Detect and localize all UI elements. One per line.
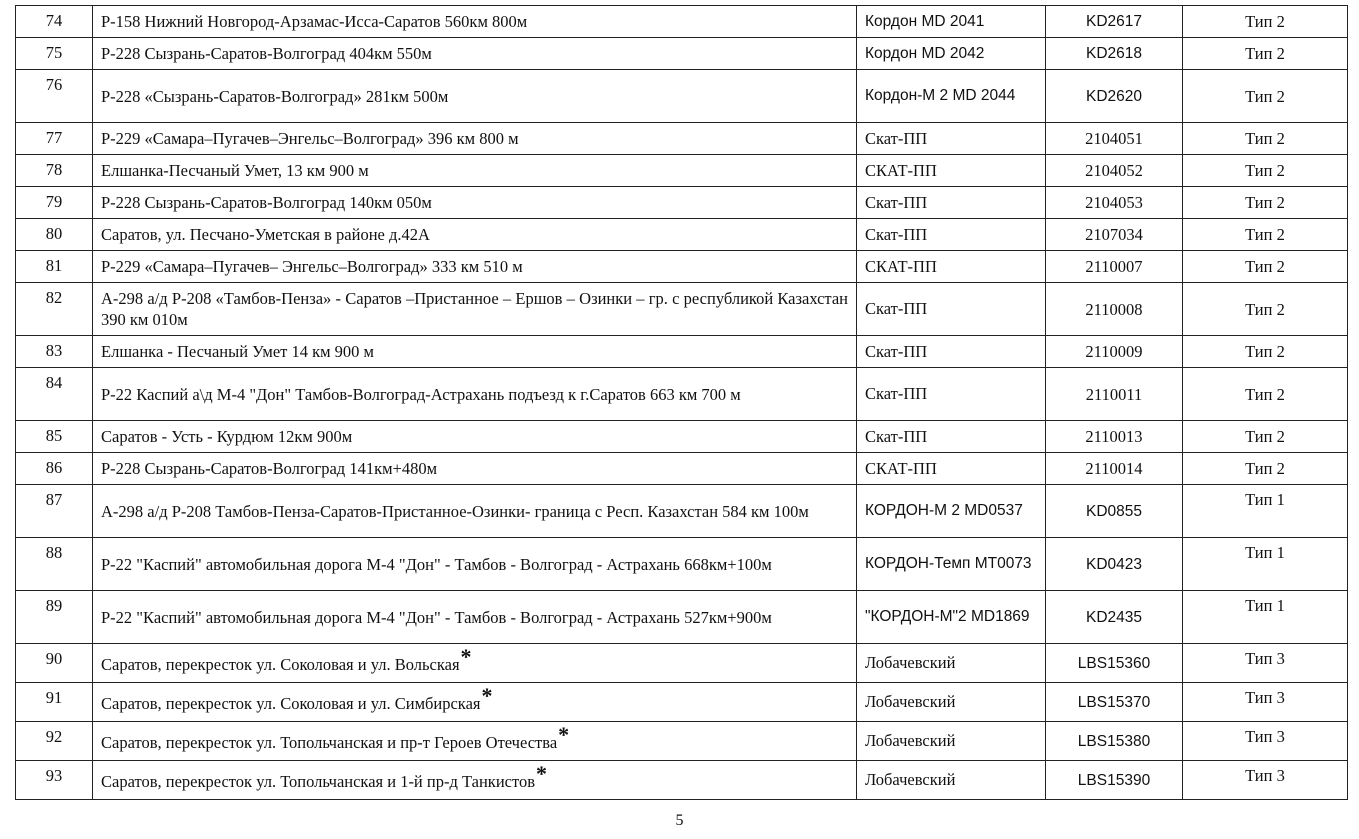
- serial-cell: 2104053: [1046, 187, 1183, 219]
- location-cell: Р-228 Сызрань-Саратов-Волгоград 404км 550м: [93, 38, 857, 70]
- row-number: 88: [16, 538, 93, 591]
- type-cell: Тип 2: [1183, 421, 1348, 453]
- type-cell: Тип 3: [1183, 644, 1348, 683]
- row-number: 81: [16, 251, 93, 283]
- row-number: 93: [16, 761, 93, 800]
- row-number: 83: [16, 336, 93, 368]
- row-number: 80: [16, 219, 93, 251]
- device-cell: Кордон MD 2042: [857, 38, 1046, 70]
- serial-cell: LBS15390: [1046, 761, 1183, 800]
- table-row: [16, 722, 1348, 761]
- table-row: [16, 283, 1348, 336]
- table-row: [16, 644, 1348, 683]
- location-cell: Елшанка-Песчаный Умет, 13 км 900 м: [93, 155, 857, 187]
- device-cell: Лобачевский: [857, 683, 1046, 722]
- type-cell: Тип 1: [1183, 538, 1348, 591]
- page-number: 5: [675, 812, 684, 829]
- type-cell: Тип 1: [1183, 485, 1348, 538]
- serial-cell: KD2620: [1046, 70, 1183, 123]
- location-cell: Р-22 Каспий а\д М-4 "Дон" Тамбов-Волгоград-Астрахань подъезд к г.Саратов 663 км 700 м: [93, 368, 857, 421]
- serial-cell: KD2618: [1046, 38, 1183, 70]
- type-cell: Тип 2: [1183, 219, 1348, 251]
- table-row: [16, 187, 1348, 219]
- type-cell: Тип 2: [1183, 453, 1348, 485]
- row-number: 74: [16, 6, 93, 38]
- device-cell: Скат-ПП: [857, 187, 1046, 219]
- row-number: 82: [16, 283, 93, 336]
- type-cell: Тип 2: [1183, 283, 1348, 336]
- table-row: [16, 368, 1348, 421]
- serial-cell: 2107034: [1046, 219, 1183, 251]
- table-row: [16, 761, 1348, 800]
- location-cell: [93, 644, 857, 683]
- location-cell: Р-22 "Каспий" автомобильная дорога М-4 "Дон" - Тамбов - Волгоград - Астрахань 668км+100м: [93, 538, 857, 591]
- device-cell: Скат-ПП: [857, 368, 1046, 421]
- table-row: [16, 6, 1348, 38]
- type-cell: Тип 2: [1183, 6, 1348, 38]
- table-row: [16, 538, 1348, 591]
- device-cell: Лобачевский: [857, 644, 1046, 683]
- row-number: 87: [16, 485, 93, 538]
- table-row: [16, 591, 1348, 644]
- location-cell: Р-229 «Самара–Пугачев–Энгельс–Волгоград» 396 км 800 м: [93, 123, 857, 155]
- type-cell: Тип 2: [1183, 70, 1348, 123]
- location-cell: Р-229 «Самара–Пугачев– Энгельс–Волгоград» 333 км 510 м: [93, 251, 857, 283]
- table-row: [16, 70, 1348, 123]
- serial-cell: 2104052: [1046, 155, 1183, 187]
- location-cell: [93, 722, 857, 761]
- type-cell: Тип 3: [1183, 761, 1348, 800]
- device-cell: Скат-ПП: [857, 219, 1046, 251]
- row-number: 79: [16, 187, 93, 219]
- type-cell: Тип 2: [1183, 336, 1348, 368]
- row-number: 84: [16, 368, 93, 421]
- serial-cell: LBS15370: [1046, 683, 1183, 722]
- row-number: 77: [16, 123, 93, 155]
- type-cell: Тип 2: [1183, 187, 1348, 219]
- location-text: Саратов, перекресток ул. Соколовая и ул. Вольская: [101, 654, 460, 674]
- device-cell: СКАТ-ПП: [857, 453, 1046, 485]
- footnote-asterisk: *: [481, 682, 493, 708]
- table-row: [16, 251, 1348, 283]
- serial-cell: 2104051: [1046, 123, 1183, 155]
- footnote-asterisk: *: [460, 643, 472, 669]
- serial-cell: 2110009: [1046, 336, 1183, 368]
- type-cell: Тип 2: [1183, 251, 1348, 283]
- device-cell: СКАТ-ПП: [857, 155, 1046, 187]
- row-number: 85: [16, 421, 93, 453]
- device-cell: Скат-ПП: [857, 336, 1046, 368]
- serial-cell: LBS15380: [1046, 722, 1183, 761]
- row-number: 89: [16, 591, 93, 644]
- type-cell: Тип 2: [1183, 368, 1348, 421]
- serial-cell: 2110013: [1046, 421, 1183, 453]
- device-cell: "КОРДОН-М"2 MD1869: [857, 591, 1046, 644]
- footnote-asterisk: *: [558, 721, 570, 747]
- row-number: 90: [16, 644, 93, 683]
- footnote-asterisk: *: [536, 760, 548, 786]
- device-cell: Скат-ПП: [857, 283, 1046, 336]
- location-text: Саратов, перекресток ул. Соколовая и ул. Симбирская: [101, 693, 481, 713]
- table-row: [16, 421, 1348, 453]
- device-cell: Лобачевский: [857, 722, 1046, 761]
- device-cell: СКАТ-ПП: [857, 251, 1046, 283]
- table-row: [16, 683, 1348, 722]
- row-number: 76: [16, 70, 93, 123]
- serial-cell: 2110008: [1046, 283, 1183, 336]
- serial-cell: KD0423: [1046, 538, 1183, 591]
- location-cell: А-298 а/д Р-208 Тамбов-Пенза-Саратов-Пристанное-Озинки- граница с Респ. Казахстан 584 км 100м: [93, 485, 857, 538]
- location-cell: А-298 а/д Р-208 «Тамбов-Пенза» - Саратов –Пристанное – Ершов – Озинки – гр. с республикой Казахстан 390 км 010м: [93, 283, 857, 336]
- type-cell: Тип 3: [1183, 683, 1348, 722]
- serial-cell: LBS15360: [1046, 644, 1183, 683]
- table-row: [16, 155, 1348, 187]
- device-cell: Кордон-М 2 MD 2044: [857, 70, 1046, 123]
- row-number: 91: [16, 683, 93, 722]
- device-cell: КОРДОН-М 2 MD0537: [857, 485, 1046, 538]
- table-row: [16, 336, 1348, 368]
- location-cell: Р-228 Сызрань-Саратов-Волгоград 141км+480м: [93, 453, 857, 485]
- device-cell: КОРДОН-Темп МТ0073: [857, 538, 1046, 591]
- row-number: 92: [16, 722, 93, 761]
- serial-cell: KD0855: [1046, 485, 1183, 538]
- location-cell: Саратов, ул. Песчано-Уметская в районе д.42А: [93, 219, 857, 251]
- row-number: 78: [16, 155, 93, 187]
- type-cell: Тип 2: [1183, 38, 1348, 70]
- type-cell: Тип 1: [1183, 591, 1348, 644]
- device-cell: Кордон MD 2041: [857, 6, 1046, 38]
- device-cell: Скат-ПП: [857, 123, 1046, 155]
- device-cell: Лобачевский: [857, 761, 1046, 800]
- table-row: [16, 453, 1348, 485]
- row-number: 86: [16, 453, 93, 485]
- location-cell: Р-22 "Каспий" автомобильная дорога М-4 "Дон" - Тамбов - Волгоград - Астрахань 527км+900м: [93, 591, 857, 644]
- location-cell: Р-228 Сызрань-Саратов-Волгоград 140км 050м: [93, 187, 857, 219]
- location-cell: Р-158 Нижний Новгород-Арзамас-Исса-Саратов 560км 800м: [93, 6, 857, 38]
- table-row: [16, 123, 1348, 155]
- location-text: Саратов, перекресток ул. Топольчанская и пр-т Героев Отечества: [101, 732, 558, 752]
- location-cell: [93, 761, 857, 800]
- serial-cell: 2110011: [1046, 368, 1183, 421]
- type-cell: Тип 2: [1183, 155, 1348, 187]
- speed-camera-table: [15, 5, 1348, 800]
- serial-cell: 2110014: [1046, 453, 1183, 485]
- location-cell: Саратов - Усть - Курдюм 12км 900м: [93, 421, 857, 453]
- location-text: Саратов, перекресток ул. Топольчанская и 1-й пр-д Танкистов: [101, 771, 536, 791]
- location-cell: Р-228 «Сызрань-Саратов-Волгоград» 281км 500м: [93, 70, 857, 123]
- location-cell: Елшанка - Песчаный Умет 14 км 900 м: [93, 336, 857, 368]
- type-cell: Тип 3: [1183, 722, 1348, 761]
- table-row: [16, 485, 1348, 538]
- serial-cell: 2110007: [1046, 251, 1183, 283]
- serial-cell: KD2435: [1046, 591, 1183, 644]
- table-row: [16, 38, 1348, 70]
- table-row: [16, 219, 1348, 251]
- type-cell: Тип 2: [1183, 123, 1348, 155]
- serial-cell: KD2617: [1046, 6, 1183, 38]
- row-number: 75: [16, 38, 93, 70]
- device-cell: Скат-ПП: [857, 421, 1046, 453]
- location-cell: [93, 683, 857, 722]
